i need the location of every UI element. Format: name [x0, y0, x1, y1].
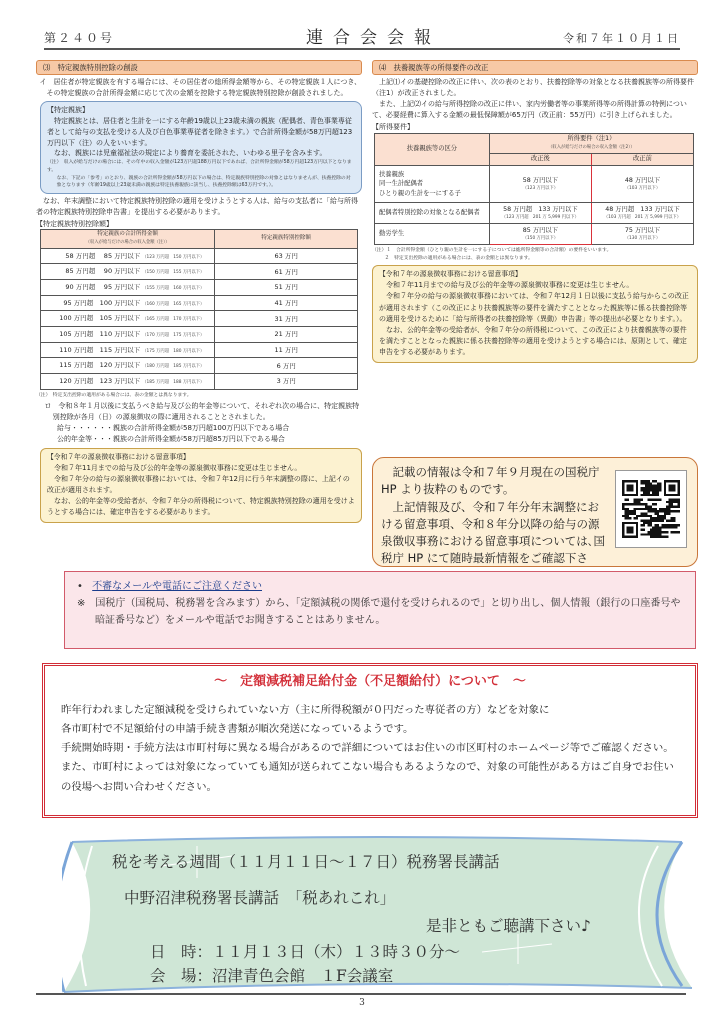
issue-date: 令和７年１０月１日 [563, 32, 680, 45]
left-column [36, 60, 362, 523]
table-row [41, 280, 358, 296]
table-header-row [375, 133, 694, 154]
left-notice-title: 【令和７年の源泉徴収事務における留意事項】 [47, 452, 190, 461]
ro-item-salary: 給与・・・・・・親族の合計所得金額が58万円超100万円以下である場合 [57, 424, 290, 433]
income-requirement-table [374, 133, 694, 246]
category-cell: 配偶者特別控除の対象となる配偶者 [375, 203, 490, 224]
definition-note-2: なお、下記の「参考」のとおり、親族の合計所得金額が58万円以下の場合は、特定親族特別控除の対象とはなりませんが、扶養控除の対象となります（年齢19歳以上23歳未満の親族は特定扶養親族に該当し、扶養控除額は63万円です。）。 [56, 175, 351, 189]
category-column-header: 扶養親族等の区分 [375, 133, 490, 165]
right-notice-title: 【令和７年の源泉徴収事務における留意事項】 [379, 270, 522, 279]
info-source-box [372, 457, 698, 567]
income-range-cell: 90 万円超 95 万円以下 （155 万円超 160 万円以下） [41, 280, 215, 296]
benefit-line: また、市町村によっては対象になっていても通知が送られてこない場合もあるようなので、対象の可能性がある方はご自身でお住いの役場へお問い合わせください。 [61, 761, 674, 793]
section4-heading: ⑷ 扶養親族等の所得要件の改正 [372, 60, 698, 75]
deduction-amount-cell: 3 万円 [215, 374, 358, 390]
info-source-p1: 記載の情報は令和７年９月現在の国税庁 HP より抜粋のものです。 [381, 465, 600, 497]
lecture-announcement [62, 836, 694, 994]
income-range-cell: 115 万円超 120 万円以下 （180 万円超 185 万円以下） [41, 358, 215, 374]
after-revision-cell: 85 万円以下 （150 万円以下） [489, 224, 591, 245]
definition-note-1: （注） 収入が給与だけの場合には、その年中の収入金額が123万円超188万円以下であれば、合計所得金額が58万円超123万円以下となります。 [47, 160, 352, 173]
before-revision-cell: 75 万円以下 （130 万円以下） [591, 224, 693, 245]
bullet-icon: • [77, 581, 83, 592]
deduction-amount-cell: 41 万円 [215, 295, 358, 311]
income-range-cell: 110 万円超 115 万円以下 （175 万円超 180 万円以下） [41, 342, 215, 358]
foster-child-note: なお、親族には児童福祉法の規定により養育を委託された、いわゆる里子を含みます。 [54, 149, 327, 158]
newsletter-title: 連合会会報 [306, 28, 441, 48]
benefit-notice-box [42, 663, 698, 818]
section4-p1: 上記⑴イの基礎控除の改正に伴い、次の表のとおり、扶養控除等の対象となる扶養親族等の所得要件（注1）が改正されました。 [372, 78, 694, 98]
benefit-line: 各市町村で不足額給付の申請手続き書類が順次発送になっているようです。 [61, 723, 414, 736]
after-revision-header: 改正後 [489, 154, 591, 166]
table-row [41, 342, 358, 358]
income-range-cell: 95 万円超 100 万円以下 （160 万円超 165 万円以下） [41, 295, 215, 311]
table-row [41, 295, 358, 311]
lecture-text [62, 836, 694, 994]
income-requirement-title: 【所得要件】 [372, 122, 414, 131]
table-row [41, 374, 358, 390]
income-range-cell: 120 万円超 123 万円以下 （185 万円超 188 万円以下） [41, 374, 215, 390]
fraud-warning-box [64, 571, 696, 649]
deduction-column-header: 特定親族特別控除額 [215, 230, 358, 248]
info-source-text [381, 464, 606, 585]
benefit-line: 昨年行われました定額減税を受けられていない方（主に所得税額が０円だった専従者の方）などを対象に [61, 704, 550, 716]
income-range-cell: 85 万円超 90 万円以下 （150 万円超 155 万円以下） [41, 264, 215, 280]
left-notice-box [40, 448, 362, 523]
lecture-venue: 会 場：沼津青色会館 １F会議室 [150, 967, 394, 985]
table-row [41, 327, 358, 343]
right-notice-p3: なお、公的年金等の受給者が、令和７年分の所得税について、この改正により扶養親族等の要件を満たすこととなった親族に係る扶養控除等の適用を受けようとする場合には、原則として、確定申告をする必要があります。 [379, 325, 687, 357]
deduction-amount-cell: 21 万円 [215, 327, 358, 343]
income-range-cell: 100 万円超 105 万円以下 （165 万円超 170 万円以下） [41, 311, 215, 327]
specific-relative-definition-box [40, 101, 362, 194]
left-notice-p1: 令和７年11月までの給与及び公的年金等の源泉徴収事務に変更は生じません。 [54, 463, 302, 472]
page-header [44, 30, 680, 50]
qr-code-icon[interactable] [615, 470, 687, 548]
yearend-adjustment-text: なお、年末調整において特定親族特別控除の適用を受けようとする人は、給与の支払者に「給与所得者の特定親族特別控除申告書」を提出する必要があります。 [36, 196, 358, 216]
deduction-amount-cell: 6 万円 [215, 358, 358, 374]
before-revision-cell: 48 万円以下 （103 万円以下） [591, 165, 693, 202]
category-cell: 勤労学生 [375, 224, 490, 245]
deduction-table-note: （注） 特定支出控除の適用がある場合には、表の金額とは異なります。 [36, 392, 192, 398]
after-revision-cell: 58 万円以下 （123 万円以下） [489, 165, 591, 202]
before-revision-cell: 48 万円超 133 万円以下 （103 万円超 201 万 5,999 円以下） [591, 203, 693, 224]
benefit-body [61, 701, 679, 797]
category-cell: 扶養親族 同一生計配偶者 ひとり親の生計を一にする子 [375, 165, 490, 202]
income-range-cell: 58 万円超 85 万円以下 （123 万円超 150 万円以下） [41, 248, 215, 264]
section3-heading: ⑶ 特定親族特別控除の創設 [36, 60, 362, 75]
deduction-amount-cell: 11 万円 [215, 342, 358, 358]
lecture-name: 中野沼津税務署長講話 「税あれこれ」 [124, 889, 396, 907]
right-notice-box [372, 265, 698, 362]
deduction-amount-cell: 31 万円 [215, 311, 358, 327]
table-row [41, 311, 358, 327]
after-revision-cell: 58 万円超 133 万円以下 （123 万円超 201 万 5,999 円以下） [489, 203, 591, 224]
lecture-invitation: 是非ともご聴講下さい♪ [426, 917, 591, 935]
table-row [41, 264, 358, 280]
benefit-title: ～ 定額減税補足給付金（不足額給付）について ～ [214, 674, 526, 689]
income-range-cell: 105 万円超 110 万円以下 （170 万円超 175 万円以下） [41, 327, 215, 343]
left-notice-p3: なお、公的年金等の受給者が、令和７年分の所得税について、特定親族特別控除の適用を受けようとする場合には、確定申告をする必要があります。 [47, 497, 355, 517]
page-number: 3 [359, 998, 365, 1008]
deduction-amount-cell: 63 万円 [215, 248, 358, 264]
right-notice-p2: 令和７年分の給与の源泉徴収事務においては、令和７年12月１日以後に支払う給与からこの改正が適用されます（この改正により扶養親族等の要件を満たすこととなった親族等に係る扶養控除等の適用を受けるために「給与所得者の扶養控除等（異動）申告書」等の提出が必要となります。）。 [379, 292, 689, 323]
table-row [375, 203, 694, 224]
lecture-week-title: 税を考える週間（１１月１１日～１７日）税務署長講話 [112, 853, 500, 871]
fraud-warning-text: ※ 国税庁（国税局、税務署を含みます）から、「定額減税の関係で還付を受けられるので」と切り出し、個人情報（銀行の口座番号や暗証番号など）をメールや電話でお聞きすることはありません。 [77, 598, 681, 626]
lecture-datetime: 日 時：１１月１３日（木）１３時３０分～ [150, 943, 461, 961]
deduction-table-title: 【特定親族特別控除額】 [36, 219, 113, 228]
section3-intro: イ 居住者が特定親族を有する場合には、その居住者の総所得金額等から、その特定親族１人につき、その特定親族の合計所得金額に応じて次の金額を控除する特定親族特別控除が創設されました。 [39, 78, 362, 98]
section3-ro-text: ロ 令和８年１月以後に支払うべき給与及び公的年金等について、それぞれ次の場合に、特定親族特別控除が各月（日）の源泉徴収の際に適用されることとされました。 [44, 402, 360, 422]
right-column [372, 60, 698, 363]
deduction-amount-table [40, 229, 358, 389]
benefit-line: 手続開始時期・手続方法は市町村毎に異なる場合があるので詳細についてはお住いの市区町村のホームページ等でご確認ください。 [61, 742, 674, 755]
table-row [41, 248, 358, 264]
income-column-header: 特定親族の合計所得金額 （収入が給与だけの場合の収入金額（注）） [41, 230, 215, 248]
info-source-p2: 上記情報及び、令和７年分年末調整における留意事項、令和８年分以降の給与の源泉徴収事務における留意事項については､国税庁 HP にて随時最新情報をご確認下さ [381, 499, 606, 566]
issue-number: 第２４０号 [44, 31, 115, 45]
ro-item-pension: 公的年金等・・・親族の合計所得金額が58万円超85万円以下である場合 [57, 434, 285, 443]
requirement-note-1: （注）１ 合計所得金額（ひとり親の生計を一にする子については総所得金額等の合計額）の要件をいいます。 [372, 248, 612, 254]
definition-text: 特定親族とは、居住者と生計を一にする年齢19歳以上23歳未満の親族（配偶者、青色事業専従者として給与の支払を受ける人及び白色事業専従者を除きます。）で合計所得金額が58万円超123万円以下（注）の人をいいます。 [47, 116, 353, 147]
requirement-column-header: 所得要件（注1） （収入が給与だけの場合の収入金額（注2）） [489, 133, 693, 154]
table-row [375, 224, 694, 245]
section4-p2: また、上記⑵イの給与所得控除の改正に伴い、家内労働者等の事業所得等の所得計算の特例について、必要経費に算入する金額の最低保障額が65万円（改正前：55万円）に引き上げられました。 [372, 99, 687, 119]
table-row [41, 358, 358, 374]
deduction-amount-cell: 61 万円 [215, 264, 358, 280]
requirement-note-2: ２ 特定支出控除の適用がある場合には、表の金額とは異なります。 [384, 255, 533, 261]
fraud-warning-link[interactable]: 不審なメールや電話にご注意ください [92, 581, 262, 592]
definition-title: 【特定親族】 [47, 105, 89, 114]
right-notice-p1: 令和７年11月までの給与及び公的年金等の源泉徴収事務に変更は生じません。 [386, 281, 634, 290]
footer-divider [36, 993, 686, 995]
table-row [375, 165, 694, 202]
before-revision-header: 改正前 [591, 154, 693, 166]
fraud-warning-link-row [77, 578, 685, 595]
deduction-amount-cell: 51 万円 [215, 280, 358, 296]
table-header-row [41, 230, 358, 248]
left-notice-p2: 令和７年分の給与の源泉徴収事務においては、令和７年12月に行う年末調整の際に、上記イの改正が適用されます。 [47, 474, 350, 494]
